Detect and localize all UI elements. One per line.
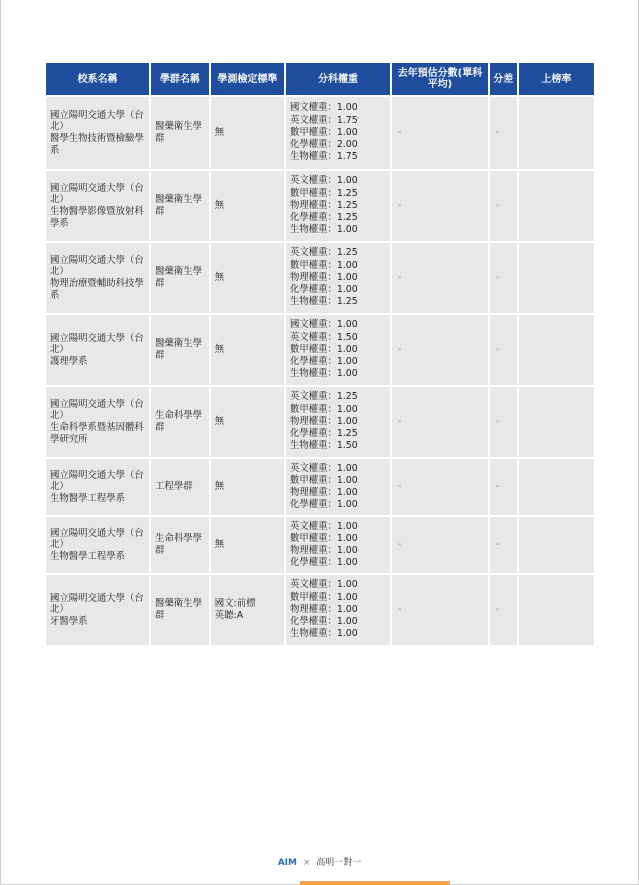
cell-admission-rate	[519, 575, 594, 645]
header-weights: 分科權重	[286, 63, 390, 95]
cell-weights: 國文權重：1.00 英文權重：1.50 數甲權重：1.00 化學權重：1.00 生物權重：1.00	[286, 315, 390, 385]
cell-school: 國立陽明交通大學（台北） 生物醫學工程學系	[46, 459, 149, 515]
footer-logos	[0, 855, 639, 868]
cell-school: 國立陽明交通大學（台北） 醫學生物技術暨檢驗學系	[46, 97, 149, 169]
cell-school: 國立陽明交通大學（台北） 生物醫學工程學系	[46, 517, 149, 573]
cell-standard: 無	[211, 97, 284, 169]
gaoming-logo: 高明一對一	[316, 858, 362, 868]
cell-score-diff: -	[490, 387, 517, 457]
cell-group: 生命科學學群	[151, 517, 209, 573]
cell-weights: 國文權重：1.00 英文權重：1.75 數甲權重：1.00 化學權重：2.00 生物權重：1.75	[286, 97, 390, 169]
cell-admission-rate	[519, 243, 594, 313]
cell-weights: 英文權重：1.00 數甲權重：1.25 物理權重：1.25 化學權重：1.25 生物權重：1.00	[286, 171, 390, 241]
cell-standard: 無	[211, 387, 284, 457]
header-standard: 學測檢定標準	[211, 63, 284, 95]
cell-admission-rate	[519, 517, 594, 573]
cell-score-diff: -	[490, 243, 517, 313]
cell-school: 國立陽明交通大學（台北） 生命科學系暨基因體科學研究所	[46, 387, 149, 457]
cell-admission-rate	[519, 459, 594, 515]
cell-score-diff: -	[490, 459, 517, 515]
table-row	[46, 243, 594, 313]
cell-score-diff: -	[490, 97, 517, 169]
header-admission-rate: 上榜率	[519, 63, 594, 95]
table-row	[46, 387, 594, 457]
cell-admission-rate	[519, 315, 594, 385]
cell-last-year-score: -	[392, 97, 488, 169]
cell-weights: 英文權重：1.00 數甲權重：1.00 物理權重：1.00 化學權重：1.00	[286, 459, 390, 515]
cell-standard: 國文:前標 英聽:A	[211, 575, 284, 645]
header-score-diff: 分差	[490, 63, 517, 95]
cell-score-diff: -	[490, 575, 517, 645]
cell-score-diff: -	[490, 517, 517, 573]
cell-last-year-score: -	[392, 459, 488, 515]
cell-last-year-score: -	[392, 243, 488, 313]
cell-admission-rate	[519, 97, 594, 169]
cell-standard: 無	[211, 459, 284, 515]
cell-school: 國立陽明交通大學（台北） 生物醫學影像暨放射科學系	[46, 171, 149, 241]
cell-group: 醫藥衛生學群	[151, 315, 209, 385]
cell-group: 醫藥衛生學群	[151, 575, 209, 645]
cell-school: 國立陽明交通大學（台北） 物理治療暨輔助科技學系	[46, 243, 149, 313]
cell-group: 醫藥衛生學群	[151, 171, 209, 241]
cell-score-diff: -	[490, 315, 517, 385]
table-header-row	[46, 63, 594, 95]
logo-separator: ×	[302, 858, 311, 868]
admissions-table	[44, 61, 596, 647]
header-school: 校系名稱	[46, 63, 149, 95]
footer-accent-bar	[300, 881, 450, 885]
cell-admission-rate	[519, 387, 594, 457]
table-row	[46, 97, 594, 169]
cell-weights: 英文權重：1.25 數甲權重：1.00 物理權重：1.00 化學權重：1.00 生物權重：1.25	[286, 243, 390, 313]
cell-group: 醫藥衛生學群	[151, 97, 209, 169]
cell-last-year-score: -	[392, 387, 488, 457]
cell-admission-rate	[519, 171, 594, 241]
cell-standard: 無	[211, 243, 284, 313]
cell-last-year-score: -	[392, 575, 488, 645]
cell-weights: 英文權重：1.25 數甲權重：1.00 物理權重：1.00 化學權重：1.25 生物權重：1.50	[286, 387, 390, 457]
cell-last-year-score: -	[392, 171, 488, 241]
cell-group: 工程學群	[151, 459, 209, 515]
table-row	[46, 575, 594, 645]
cell-last-year-score: -	[392, 315, 488, 385]
cell-standard: 無	[211, 517, 284, 573]
aim-logo: AIM	[277, 858, 297, 868]
cell-group: 醫藥衛生學群	[151, 243, 209, 313]
cell-standard: 無	[211, 171, 284, 241]
header-group: 學群名稱	[151, 63, 209, 95]
table-row	[46, 171, 594, 241]
cell-school: 國立陽明交通大學（台北） 護理學系	[46, 315, 149, 385]
cell-school: 國立陽明交通大學（台北） 牙醫學系	[46, 575, 149, 645]
cell-score-diff: -	[490, 171, 517, 241]
table-row	[46, 517, 594, 573]
cell-standard: 無	[211, 315, 284, 385]
cell-weights: 英文權重：1.00 數甲權重：1.00 物理權重：1.00 化學權重：1.00 生物權重：1.00	[286, 575, 390, 645]
table-row	[46, 315, 594, 385]
cell-last-year-score: -	[392, 517, 488, 573]
header-last-year-score: 去年預估分數(單科平均)	[392, 63, 488, 95]
cell-weights: 英文權重：1.00 數甲權重：1.00 物理權重：1.00 化學權重：1.00	[286, 517, 390, 573]
table-row	[46, 459, 594, 515]
cell-group: 生命科學學群	[151, 387, 209, 457]
